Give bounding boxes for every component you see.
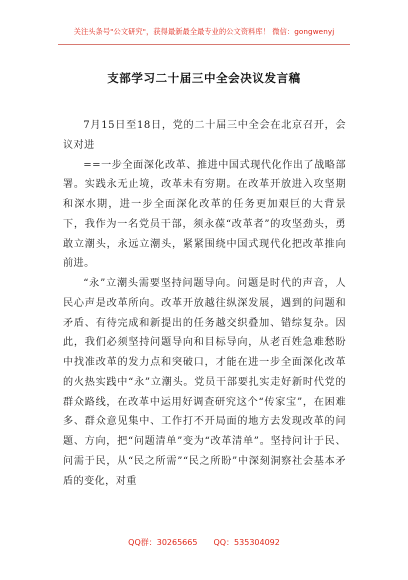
footer-contact — [0, 537, 408, 548]
footer-qq-group: QQ群：30265665 — [128, 538, 198, 547]
body-paragraph-1: 7月15日至18日，党的二十届三中全会在北京召开，会议对进 — [63, 120, 346, 151]
header-divider — [58, 44, 350, 45]
header-banner: 关注头条号"公文研究"，获得最新最全最专业的公文资料库！ 微信：gongwenyj — [73, 27, 335, 36]
document-title: 支部学习二十届三中全会决议发言稿 — [107, 71, 301, 85]
document-body — [63, 116, 346, 491]
body-paragraph-3: “永”立潮头需要坚持问题导向。问题是时代的声音，人民心声是改革所向。改革开放越往纵深发展，遇到的问题和矛盾、有待完成和新提出的任务越交织叠加、错综复杂。因此，我们必须坚持问题导向和目标导向，从老百姓急难愁盼中找准改革的发力点和突破口，才能在进一步全面深化改革的火热实践中“永”立潮头。党员干部要扎实走好新时代党的群众路线，在改革中运用好调查研究这个“传家宝”，在困难多、群众意见集中、工作打不开局面的地方去发现改革的问题、方向，把“问题清单”变为“改革清单”。坚持问计于民、问需于民，从“民之所需”“民之所盼”中深刻洞察社会基本矛盾的变化，对重 — [63, 278, 346, 487]
body-paragraph-2: ==一步全面深化改革、推进中国式现代化作出了战略部署。实践永无止境，改革未有穷期。在改革开放进入攻坚期和深水期，进一步全面深化改革的任务更加艰巨的大背景下，我作为一名党员干部，须永葆“改革者”的攻坚劲头，勇敢立潮头，永远立潮头，紧紧围绕中国式现代化把改革推向前进。 — [63, 159, 346, 270]
footer-qq: QQ：535304092 — [213, 538, 280, 547]
